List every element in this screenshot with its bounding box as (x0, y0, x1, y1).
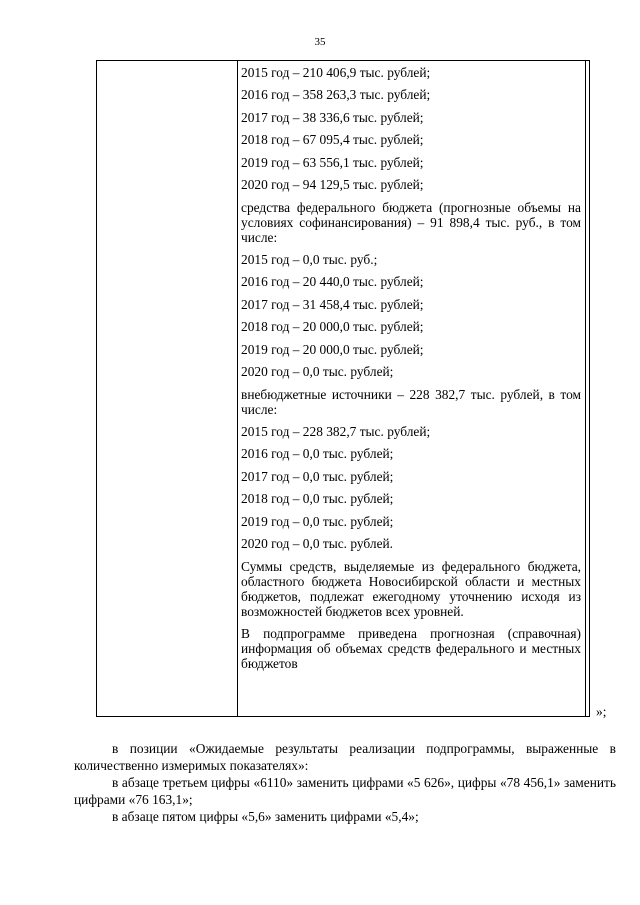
table-row: 2019 год – 63 556,1 тыс. рублей; (241, 154, 424, 170)
table-row: 2018 год – 0,0 тыс. рублей; (241, 491, 394, 507)
table-row: 2018 год – 67 095,4 тыс. рублей; (241, 132, 424, 148)
page-number: 35 (314, 36, 326, 48)
table-cell-content (241, 61, 581, 674)
table-row: 2015 год – 228 382,7 тыс. рублей; (241, 423, 431, 439)
table-row: 2015 год – 210 406,9 тыс. рублей; (241, 64, 431, 80)
paragraph: в позиции «Ожидаемые результаты реализации подпрограммы, выраженные в количественно измеримых показателях»: (74, 741, 616, 773)
paragraph: в абзаце пятом цифры «5,6» заменить цифрами «5,4»; (112, 809, 419, 824)
table-row: средства федерального бюджета (прогнозные объемы на условиях софинансирования) – 91 898,4 тыс. руб., в том числе: (241, 200, 581, 245)
paragraph: в абзаце третьем цифры «6110» заменить цифрами «5 626», цифры «78 456,1» заменить цифрами «76 163,1»; (74, 775, 616, 807)
right-border (585, 61, 586, 716)
table-row: 2015 год – 0,0 тыс. руб.; (241, 251, 378, 267)
table-row: 2017 год – 31 458,4 тыс. рублей; (241, 296, 424, 312)
table-row: 2016 год – 20 440,0 тыс. рублей; (241, 274, 424, 290)
table-row: 2018 год – 20 000,0 тыс. рублей; (241, 319, 424, 335)
table-row: 2017 год – 0,0 тыс. рублей; (241, 468, 394, 484)
table-row: 2016 год – 0,0 тыс. рублей; (241, 446, 394, 462)
column-divider (237, 61, 238, 716)
table-row: Суммы средств, выделяемые из федерального бюджета, областного бюджета Новосибирской области и местных бюджетов, подлежат ежегодному уточнению исходя из возможностей бюджетов всех уровней. (241, 559, 581, 619)
funding-table (96, 60, 590, 717)
table-closing-quote: »; (596, 704, 607, 719)
table-row: 2020 год – 94 129,5 тыс. рублей; (241, 177, 424, 193)
table-row: 2020 год – 0,0 тыс. рублей; (241, 364, 394, 380)
table-row: В подпрограмме приведена прогнозная (справочная) информация об объемах средств федерального и местных бюджетов (241, 626, 581, 671)
table-row: 2019 год – 0,0 тыс. рублей; (241, 513, 394, 529)
table-row: 2019 год – 20 000,0 тыс. рублей; (241, 341, 424, 357)
table-row: внебюджетные источники – 228 382,7 тыс. рублей, в том числе: (241, 387, 581, 417)
table-row: 2017 год – 38 336,6 тыс. рублей; (241, 109, 424, 125)
table-row: 2016 год – 358 263,3 тыс. рублей; (241, 87, 431, 103)
table-row: 2020 год – 0,0 тыс. рублей. (241, 536, 394, 552)
